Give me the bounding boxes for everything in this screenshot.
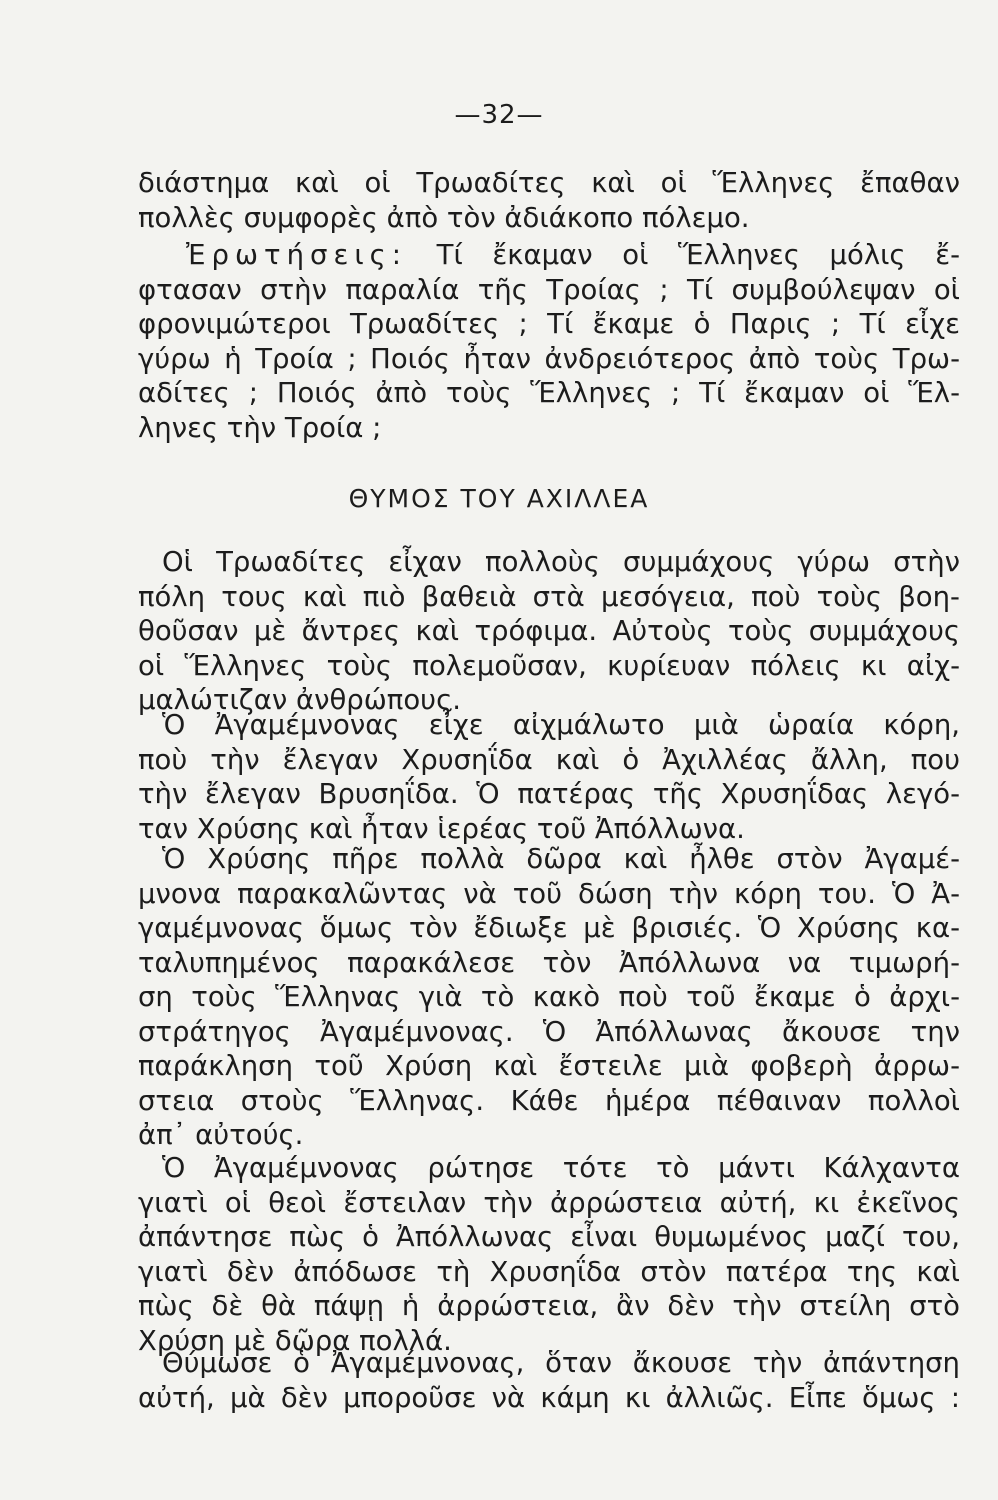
text-line: Ὁ Ἀγαμέμνονας ρώτησε τότε τὸ μάντι Κάλχαντα [162,1152,960,1184]
text-line: φτασαν στὴν παραλία τῆς Τροίας ; Τί συμβούλεψαν οἱ [138,273,960,306]
text-line: Ὁ Ἀγαμέμνονας εἶχε αἰχμάλωτο μιὰ ὡραία κόρη, [162,709,960,741]
text-line: μνονα παρακαλῶντας νὰ τοῦ δώση τὴν κόρη του. Ὁ Ἀ- [138,877,960,910]
paragraph-calchas [138,1151,960,1358]
text-line: τὴν ἔλεγαν Βρυσηΐδα. Ὁ πατέρας τῆς Χρυσηΐδας λεγό- [138,778,960,810]
text-line: αδίτες ; Ποιός ἀπὸ τοὺς Ἕλληνες ; Τί ἔκαμαν οἱ Ἕλ- [138,377,960,409]
text-line: ση τοὺς Ἕλληνας γιὰ τὸ κακὸ ποὺ τοῦ ἔκαμε ὁ ἀρχι- [138,981,960,1013]
text-line [138,238,960,273]
text-line: γιατὶ δὲν ἀπόδωσε τὴ Χρυσηΐδα στὸν πατέρα της καὶ [138,1255,960,1288]
text-line: ταν Χρύσης καὶ ἦταν ἱερέας τοῦ Ἀπόλλωνα. [138,812,745,845]
text-line: Οἱ Τρωαδίτες εἶχαν πολλοὺς συμμάχους γύρω στὴν [162,546,960,578]
paragraph-anger [138,1346,960,1415]
text-line: ποὺ τὴν ἔλεγαν Χρυσηΐδα καὶ ὁ Ἀχιλλέας ἄλλη, που [138,743,960,776]
paragraph-chryses [138,842,960,1153]
text-line: πόλη τους καὶ πιὸ βαθειὰ στὰ μεσόγεια, ποὺ τοὺς βοη- [138,580,960,613]
text-line: γιατὶ οἱ θεοὶ ἔστειλαν τὴν ἀρρώστεια αὐτή, κι ἐκεῖνος [138,1186,960,1219]
text-line: ἀπ᾿ αὐτούς. [138,1119,304,1151]
text-line: πολλὲς συμφορὲς ἀπὸ τὸν ἀδιάκοπο πόλεμο. [138,201,750,234]
text-line: Ὁ Χρύσης πῆρε πολλὰ δῶρα καὶ ἦλθε στὸν Ἀγαμέ- [162,843,960,875]
text-line: στεια στοὺς Ἕλληνας. Κάθε ἡμέρα πέθαιναν πολλοὶ [138,1084,960,1117]
paragraph-chryseis [138,708,960,846]
text-line: ἀπάντησε πὼς ὁ Ἀπόλλωνας εἶναι θυμωμένος μαζί του, [138,1221,960,1253]
text-line: οἱ Ἕλληνες τοὺς πολεμοῦσαν, κυρίευαν πόλεις κι αἰχ- [138,649,960,682]
paragraph-allies [138,545,960,718]
text-line: μαλώτιζαν ἀνθρώπους. [138,684,461,716]
text-line: ληνες τὴν Τροία ; [138,411,382,444]
text-line: αὐτή, μὰ δὲν μποροῦσε νὰ κάμη κι ἀλλιῶς. Εἶπε ὅμως : [138,1381,960,1414]
text-line: θοῦσαν μὲ ἄντρες καὶ τρόφιμα. Αὐτοὺς τοὺς συμμάχους [138,615,960,647]
questions-paragraph [138,238,960,445]
text-line: γαμέμνονας ὅμως τὸν ἔδιωξε μὲ βρισιές. Ὁ Χρύσης κα- [138,912,960,944]
text-line: Χρύση μὲ δῶρα πολλά. [138,1324,452,1357]
text-line: φρονιμώτεροι Τρωαδίτες ; Τί ἔκαμε ὁ Παρις ; Τί εἶχε [138,308,960,340]
text-line: Θύμωσε ὁ Ἀγαμέμνονας, ὅταν ἄκουσε τὴν ἀπάντηση [162,1347,960,1379]
text-line: γύρω ἡ Τροία ; Ποιός ἦταν ἀνδρειότερος ἀπὸ τοὺς Τρω- [138,342,960,375]
text-line: πὼς δὲ θὰ πάψῃ ἡ ἀρρώστεια, ἂν δὲν τὴν στείλη στὸ [138,1290,960,1322]
text-line: ταλυπημένος παρακάλεσε τὸν Ἀπόλλωνα να τιμωρή- [138,946,960,979]
text-line: παράκληση τοῦ Χρύση καὶ ἔστειλε μιὰ φοβερὴ ἀρρω- [138,1050,960,1082]
questions-text: Τί ἔκαμαν οἱ Ἕλληνες μόλις ἔ- [407,239,960,271]
paragraph-war-end [138,166,960,235]
page-number: —32— [454,100,544,130]
text-line: στράτηγος Ἀγαμέμνονας. Ὁ Ἀπόλλωνας ἄκουσε την [138,1015,960,1048]
section-heading: ΘΥΜΟΣ ΤΟΥ ΑΧΙΛΛΕΑ [348,484,650,513]
questions-label: Ἐρωτήσεις: [186,239,408,271]
text-line: διάστημα καὶ οἱ Τρωαδίτες καὶ οἱ Ἕλληνες ἔπαθαν [138,167,960,199]
